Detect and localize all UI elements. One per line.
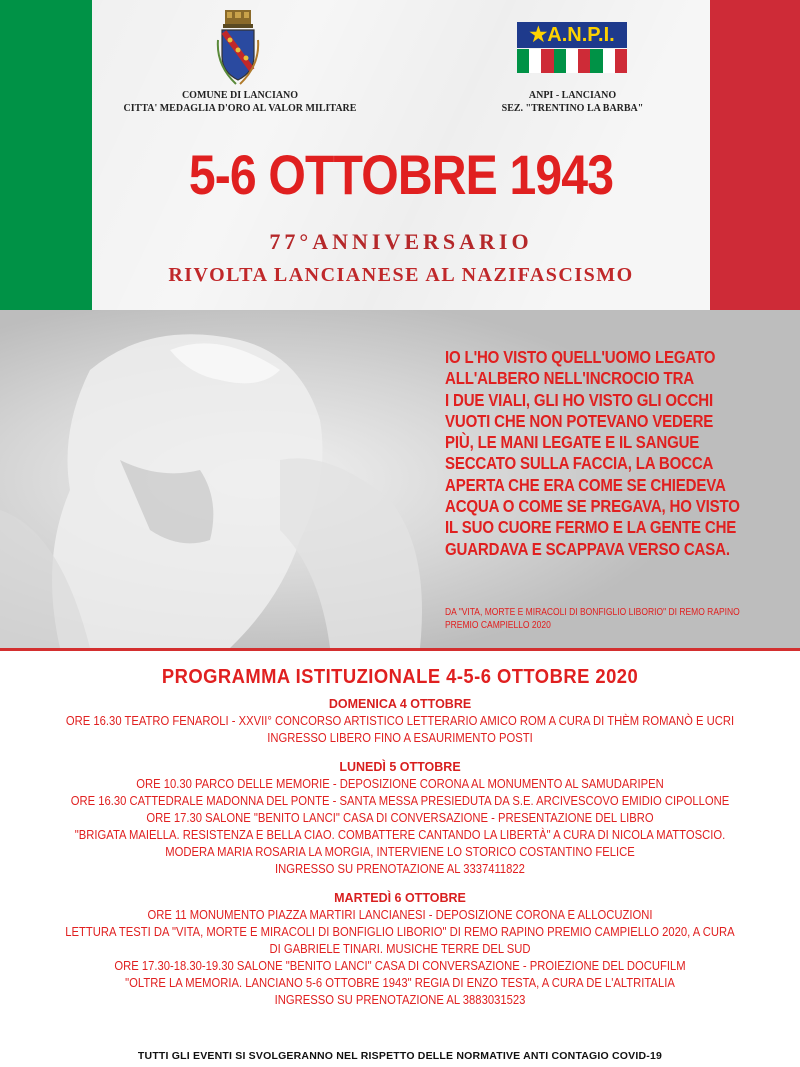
- quote-line: APERTA CHE ERA COME SE CHIEDEVA: [445, 474, 726, 495]
- quote-line: IO L'HO VISTO QUELL'UOMO LEGATO: [445, 347, 716, 367]
- program-section: [0, 666, 800, 1009]
- quote-line: VUOTI CHE NON POTEVANO VEDERE: [445, 410, 714, 431]
- quote-line: GUARDAVA E SCAPPAVA VERSO CASA.: [445, 538, 730, 559]
- anpi-section-subtitle: SEZ. "TRENTINO LA BARBA": [501, 103, 644, 114]
- star-icon: ★: [529, 24, 548, 46]
- quote-source: [445, 606, 792, 632]
- program-item: MODERA MARIA ROSARIA LA MORGIA, INTERVIENE LO STORICO COSTANTINO FELICE: [165, 845, 635, 859]
- flag-green-stripe: [0, 0, 92, 310]
- program-item: ORE 11 MONUMENTO PIAZZA MARTIRI LANCIANESI - DEPOSIZIONE CORONA E ALLOCUZIONI: [147, 908, 653, 922]
- quote-line: IL SUO CUORE FERMO E LA GENTE CHE: [445, 517, 737, 538]
- program-item: ORE 10.30 PARCO DELLE MEMORIE - DEPOSIZIONE CORONA AL MONUMENTO AL SAMUDARIPEN: [136, 777, 664, 791]
- program-item: ORE 16.30 CATTEDRALE MADONNA DEL PONTE - SANTA MESSA PRESIEDUTA DA S.E. ARCIVESCOVO EMIDIO CIPOLLONE: [70, 794, 730, 808]
- anpi-logo: [517, 22, 627, 74]
- day-heading: LUNEDÌ 5 OTTOBRE: [339, 760, 461, 774]
- program-item: LETTURA TESTI DA "VITA, MORTE E MIRACOLI DI BONFIGLIO LIBORIO" DI REMO RAPINO PREMIO CAMPIELLO 2020, A CURA: [65, 925, 735, 939]
- program-item: INGRESSO SU PRENOTAZIONE AL 3883031523: [274, 993, 526, 1007]
- program-item: DI GABRIELE TINARI. MUSICHE TERRE DEL SUD: [269, 942, 531, 956]
- program-item: "OLTRE LA MEMORIA. LANCIANO 5-6 OTTOBRE 1943" REGIA DI ENZO TESTA, A CURA DE L'ALTRITALIA: [125, 976, 675, 990]
- program-item: ORE 17.30-18.30-19.30 SALONE "BENITO LANCI" CASA DI CONVERSAZIONE - PROIEZIONE DEL DOCUFILM: [114, 959, 686, 973]
- quote-line: PIÙ, LE MANI LEGATE E IL SANGUE: [445, 432, 700, 453]
- anpi-logo-text: A.N.P.I.: [547, 24, 615, 46]
- quote-source-line: DA "VITA, MORTE E MIRACOLI DI BONFIGLIO LIBORIO" DI REMO RAPINO: [445, 607, 740, 618]
- program-item: INGRESSO LIBERO FINO A ESAURIMENTO POSTI: [267, 731, 533, 745]
- comune-subtitle: CITTA' MEDAGLIA D'ORO AL VALOR MILITARE: [123, 103, 357, 114]
- program-item: "BRIGATA MAIELLA. RESISTENZA E BELLA CIAO. COMBATTERE CANTANDO LA LIBERTÀ" A CURA DI NICOLA MATTOSCIO.: [74, 828, 726, 842]
- anniversary-subtitle: 77°ANNIVERSARIO: [269, 229, 533, 254]
- program-title: PROGRAMMA ISTITUZIONALE 4-5-6 OTTOBRE 2020: [161, 666, 639, 688]
- event-title: 5-6 OTTOBRE 1943: [188, 143, 614, 206]
- covid-footnote: TUTTI GLI EVENTI SI SVOLGERANNO NEL RISPETTO DELLE NORMATIVE ANTI CONTAGIO COVID-19: [137, 1050, 663, 1062]
- revolt-subtitle: RIVOLTA LANCIANESE AL NAZIFASCISMO: [168, 264, 634, 286]
- program-item: INGRESSO SU PRENOTAZIONE AL 3337411822: [275, 862, 525, 876]
- quote-award-line: PREMIO CAMPIELLO 2020: [445, 620, 551, 631]
- lanciano-crest-icon: [216, 10, 260, 88]
- anpi-section-name: ANPI - LANCIANO: [528, 90, 617, 101]
- quote-line: I DUE VIALI, GLI HO VISTO GLI OCCHI: [445, 389, 713, 410]
- anpi-flag-stripes: [517, 49, 627, 73]
- program-days: [0, 696, 800, 1009]
- day-heading: MARTEDÌ 6 OTTOBRE: [334, 891, 466, 905]
- quote-line: ACQUA O COME SE PREGAVA, HO VISTO: [445, 496, 740, 517]
- program-item: ORE 16.30 TEATRO FENAROLI - XXVII° CONCORSO ARTISTICO LETTERARIO AMICO ROM A CURA DI THÈM ROMANÒ E UCRI: [65, 714, 735, 728]
- comune-name: COMUNE DI LANCIANO: [181, 90, 299, 101]
- quote-line: ALL'ALBERO NELL'INCROCIO TRA: [445, 368, 694, 389]
- day-heading: DOMENICA 4 OTTOBRE: [328, 697, 472, 711]
- quote-line: SECCATO SULLA FACCIA, LA BOCCA: [445, 453, 714, 474]
- program-item: ORE 17.30 SALONE "BENITO LANCI" CASA DI CONVERSAZIONE - PRESENTAZIONE DEL LIBRO: [146, 811, 654, 825]
- quote-text: [445, 347, 765, 560]
- flag-red-stripe: [710, 0, 800, 310]
